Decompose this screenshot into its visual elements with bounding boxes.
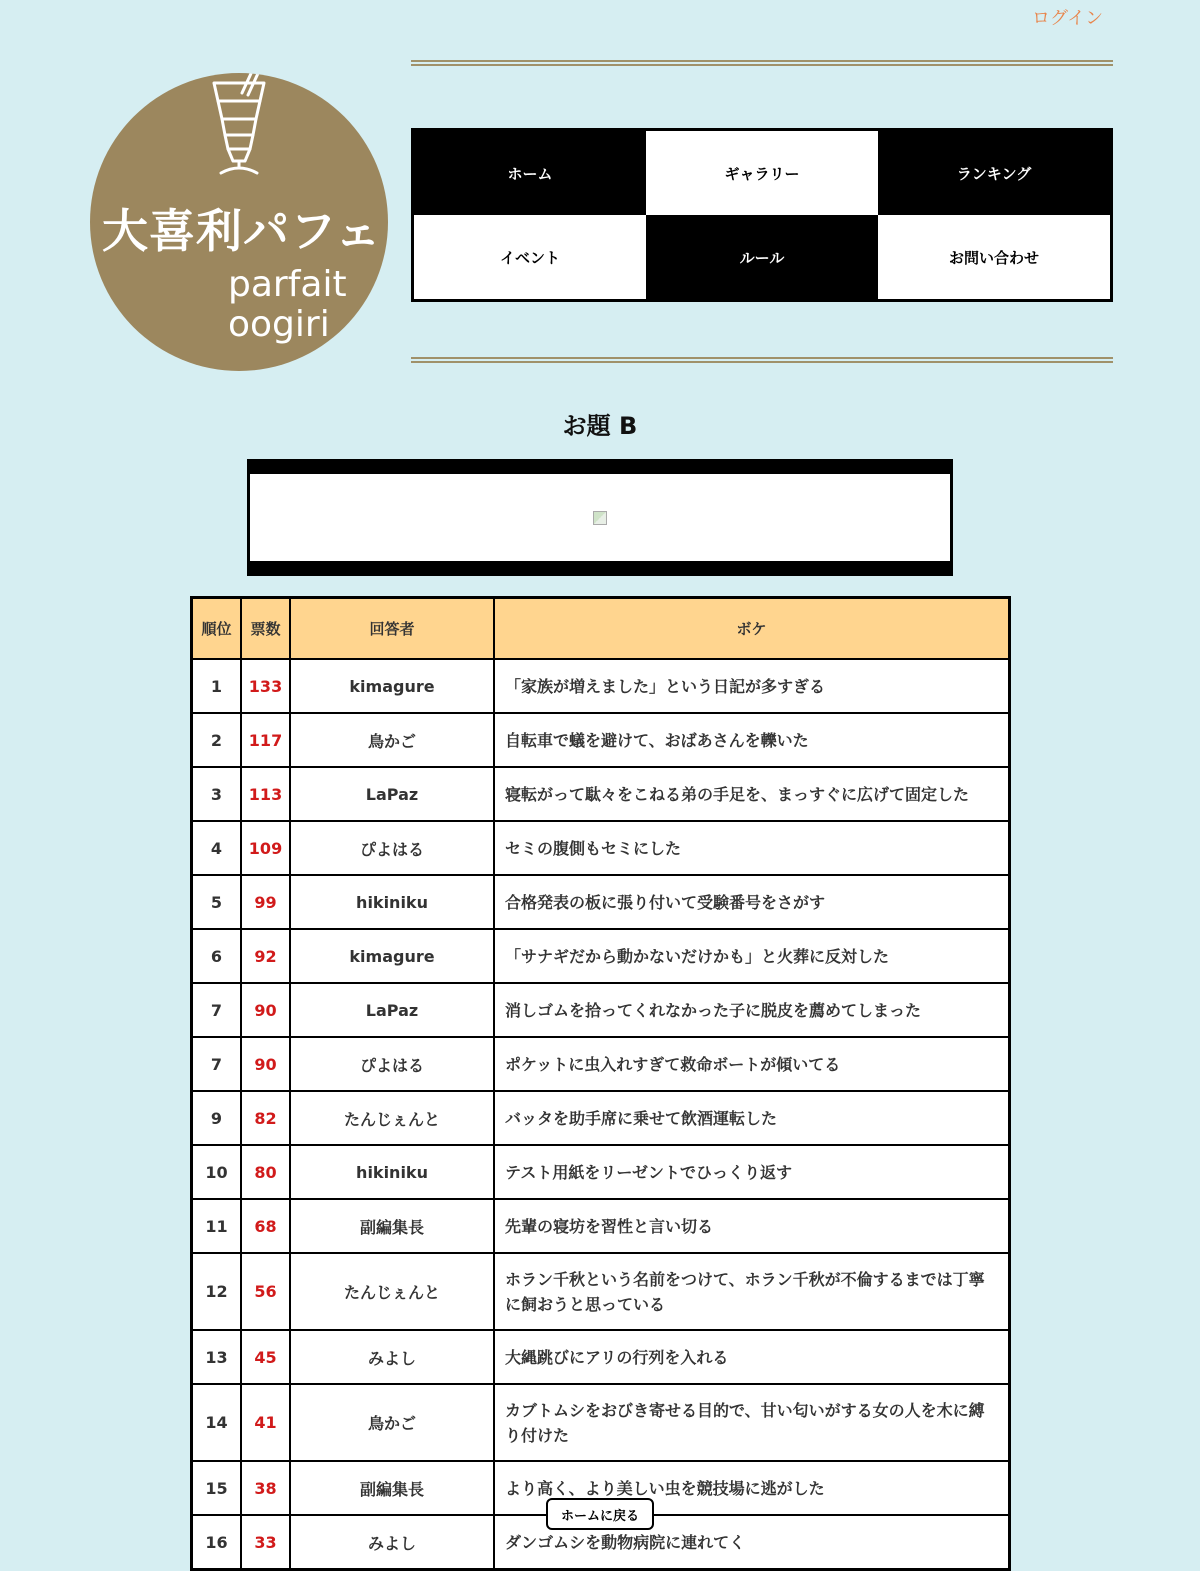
cell-rank: 14 [192,1384,242,1461]
odai-image-frame [247,459,953,576]
cell-boke: カブトムシをおびき寄せる目的で、甘い匂いがする女の人を木に縛り付けた [494,1384,1010,1461]
table-row [192,983,1010,1037]
cell-user: kimagure [290,659,494,713]
broken-image-icon [593,511,607,525]
cell-boke: 消しゴムを拾ってくれなかった子に脱皮を薦めてしまった [494,983,1010,1037]
header-rank: 順位 [192,598,242,660]
cell-votes: 113 [241,767,290,821]
cell-votes: 133 [241,659,290,713]
cell-boke: ホラン千秋という名前をつけて、ホラン千秋が不倫するまでは丁寧に飼おうと思っている [494,1253,1010,1330]
cell-boke: 合格発表の板に張り付いて受験番号をさがす [494,875,1010,929]
table-row [192,1384,1010,1461]
cell-rank: 2 [192,713,242,767]
cell-user: 副編集長 [290,1461,494,1515]
odai-image-area [250,474,950,561]
cell-boke: 自転車で蟻を避けて、おばあさんを轢いた [494,713,1010,767]
cell-votes: 45 [241,1330,290,1384]
cell-votes: 90 [241,983,290,1037]
table-row [192,1199,1010,1253]
cell-boke: 「サナギだから動かないだけかも」と火葬に反対した [494,929,1010,983]
header-bottom-rule [411,357,1113,363]
cell-user: ぴよはる [290,821,494,875]
page-title: お題 B [562,412,638,440]
nav-contact[interactable]: お問い合わせ [878,215,1110,299]
header-user: 回答者 [290,598,494,660]
cell-user: 鳥かご [290,713,494,767]
cell-rank: 4 [192,821,242,875]
cell-rank: 7 [192,1037,242,1091]
table-row [192,1091,1010,1145]
cell-boke: 寝転がって駄々をこねる弟の手足を、まっすぐに広げて固定した [494,767,1010,821]
header-boke: ボケ [494,598,1010,660]
cell-user: 鳥かご [290,1384,494,1461]
cell-boke: ポケットに虫入れすぎて救命ボートが傾いてる [494,1037,1010,1091]
login-link[interactable]: ログイン [1032,8,1104,29]
cell-votes: 80 [241,1145,290,1199]
table-row [192,1330,1010,1384]
cell-boke: 大縄跳びにアリの行列を入れる [494,1330,1010,1384]
header-votes: 票数 [241,598,290,660]
ranking-table [190,596,1011,1571]
cell-user: hikiniku [290,875,494,929]
nav-home[interactable]: ホーム [414,131,646,215]
table-row [192,713,1010,767]
cell-user: たんじぇんと [290,1253,494,1330]
cell-rank: 1 [192,659,242,713]
table-row [192,1253,1010,1330]
table-row [192,929,1010,983]
cell-user: LaPaz [290,767,494,821]
cell-votes: 82 [241,1091,290,1145]
nav-event[interactable]: イベント [414,215,646,299]
logo-title-en-line2: oogiri [228,304,330,345]
cell-rank: 11 [192,1199,242,1253]
table-row [192,821,1010,875]
cell-votes: 90 [241,1037,290,1091]
cell-boke: テスト用紙をリーゼントでひっくり返す [494,1145,1010,1199]
cell-boke: 先輩の寝坊を習性と言い切る [494,1199,1010,1253]
logo-title-en [228,265,347,345]
logo-title-en-line1: parfait [228,264,347,305]
cell-rank: 6 [192,929,242,983]
back-to-home-button[interactable]: ホームに戻る [546,1498,654,1530]
cell-boke: 「家族が増えました」という日記が多すぎる [494,659,1010,713]
cell-rank: 15 [192,1461,242,1515]
cell-boke: バッタを助手席に乗せて飲酒運転した [494,1091,1010,1145]
table-row [192,767,1010,821]
cell-votes: 33 [241,1515,290,1570]
cell-user: LaPaz [290,983,494,1037]
cell-user: ぴよはる [290,1037,494,1091]
cell-user: みよし [290,1515,494,1570]
site-logo[interactable] [90,73,388,371]
cell-votes: 99 [241,875,290,929]
cell-votes: 38 [241,1461,290,1515]
cell-boke: より高く、より美しい虫を競技場に逃がした [494,1461,1010,1515]
cell-votes: 41 [241,1384,290,1461]
cell-rank: 3 [192,767,242,821]
cell-rank: 5 [192,875,242,929]
cell-votes: 92 [241,929,290,983]
cell-boke: ダンゴムシを動物病院に連れてく [494,1515,1010,1570]
nav-ranking[interactable]: ランキング [878,131,1110,215]
logo-title-ja: 大喜利パフェ [102,204,382,258]
cell-votes: 109 [241,821,290,875]
main-nav [411,128,1113,302]
cell-boke: セミの腹側もセミにした [494,821,1010,875]
table-row [192,659,1010,713]
nav-gallery[interactable]: ギャラリー [646,131,878,215]
cell-votes: 68 [241,1199,290,1253]
cell-rank: 13 [192,1330,242,1384]
table-row [192,875,1010,929]
cell-votes: 117 [241,713,290,767]
table-row [192,1037,1010,1091]
cell-user: kimagure [290,929,494,983]
header-top-rule [411,60,1113,66]
cell-rank: 7 [192,983,242,1037]
table-row [192,1145,1010,1199]
cell-rank: 9 [192,1091,242,1145]
cell-user: たんじぇんと [290,1091,494,1145]
table-header-row [192,598,1010,660]
cell-user: hikiniku [290,1145,494,1199]
cell-user: みよし [290,1330,494,1384]
cell-votes: 56 [241,1253,290,1330]
cell-rank: 12 [192,1253,242,1330]
nav-rules[interactable]: ルール [646,215,878,299]
cell-rank: 10 [192,1145,242,1199]
cell-rank: 16 [192,1515,242,1570]
cell-user: 副編集長 [290,1199,494,1253]
